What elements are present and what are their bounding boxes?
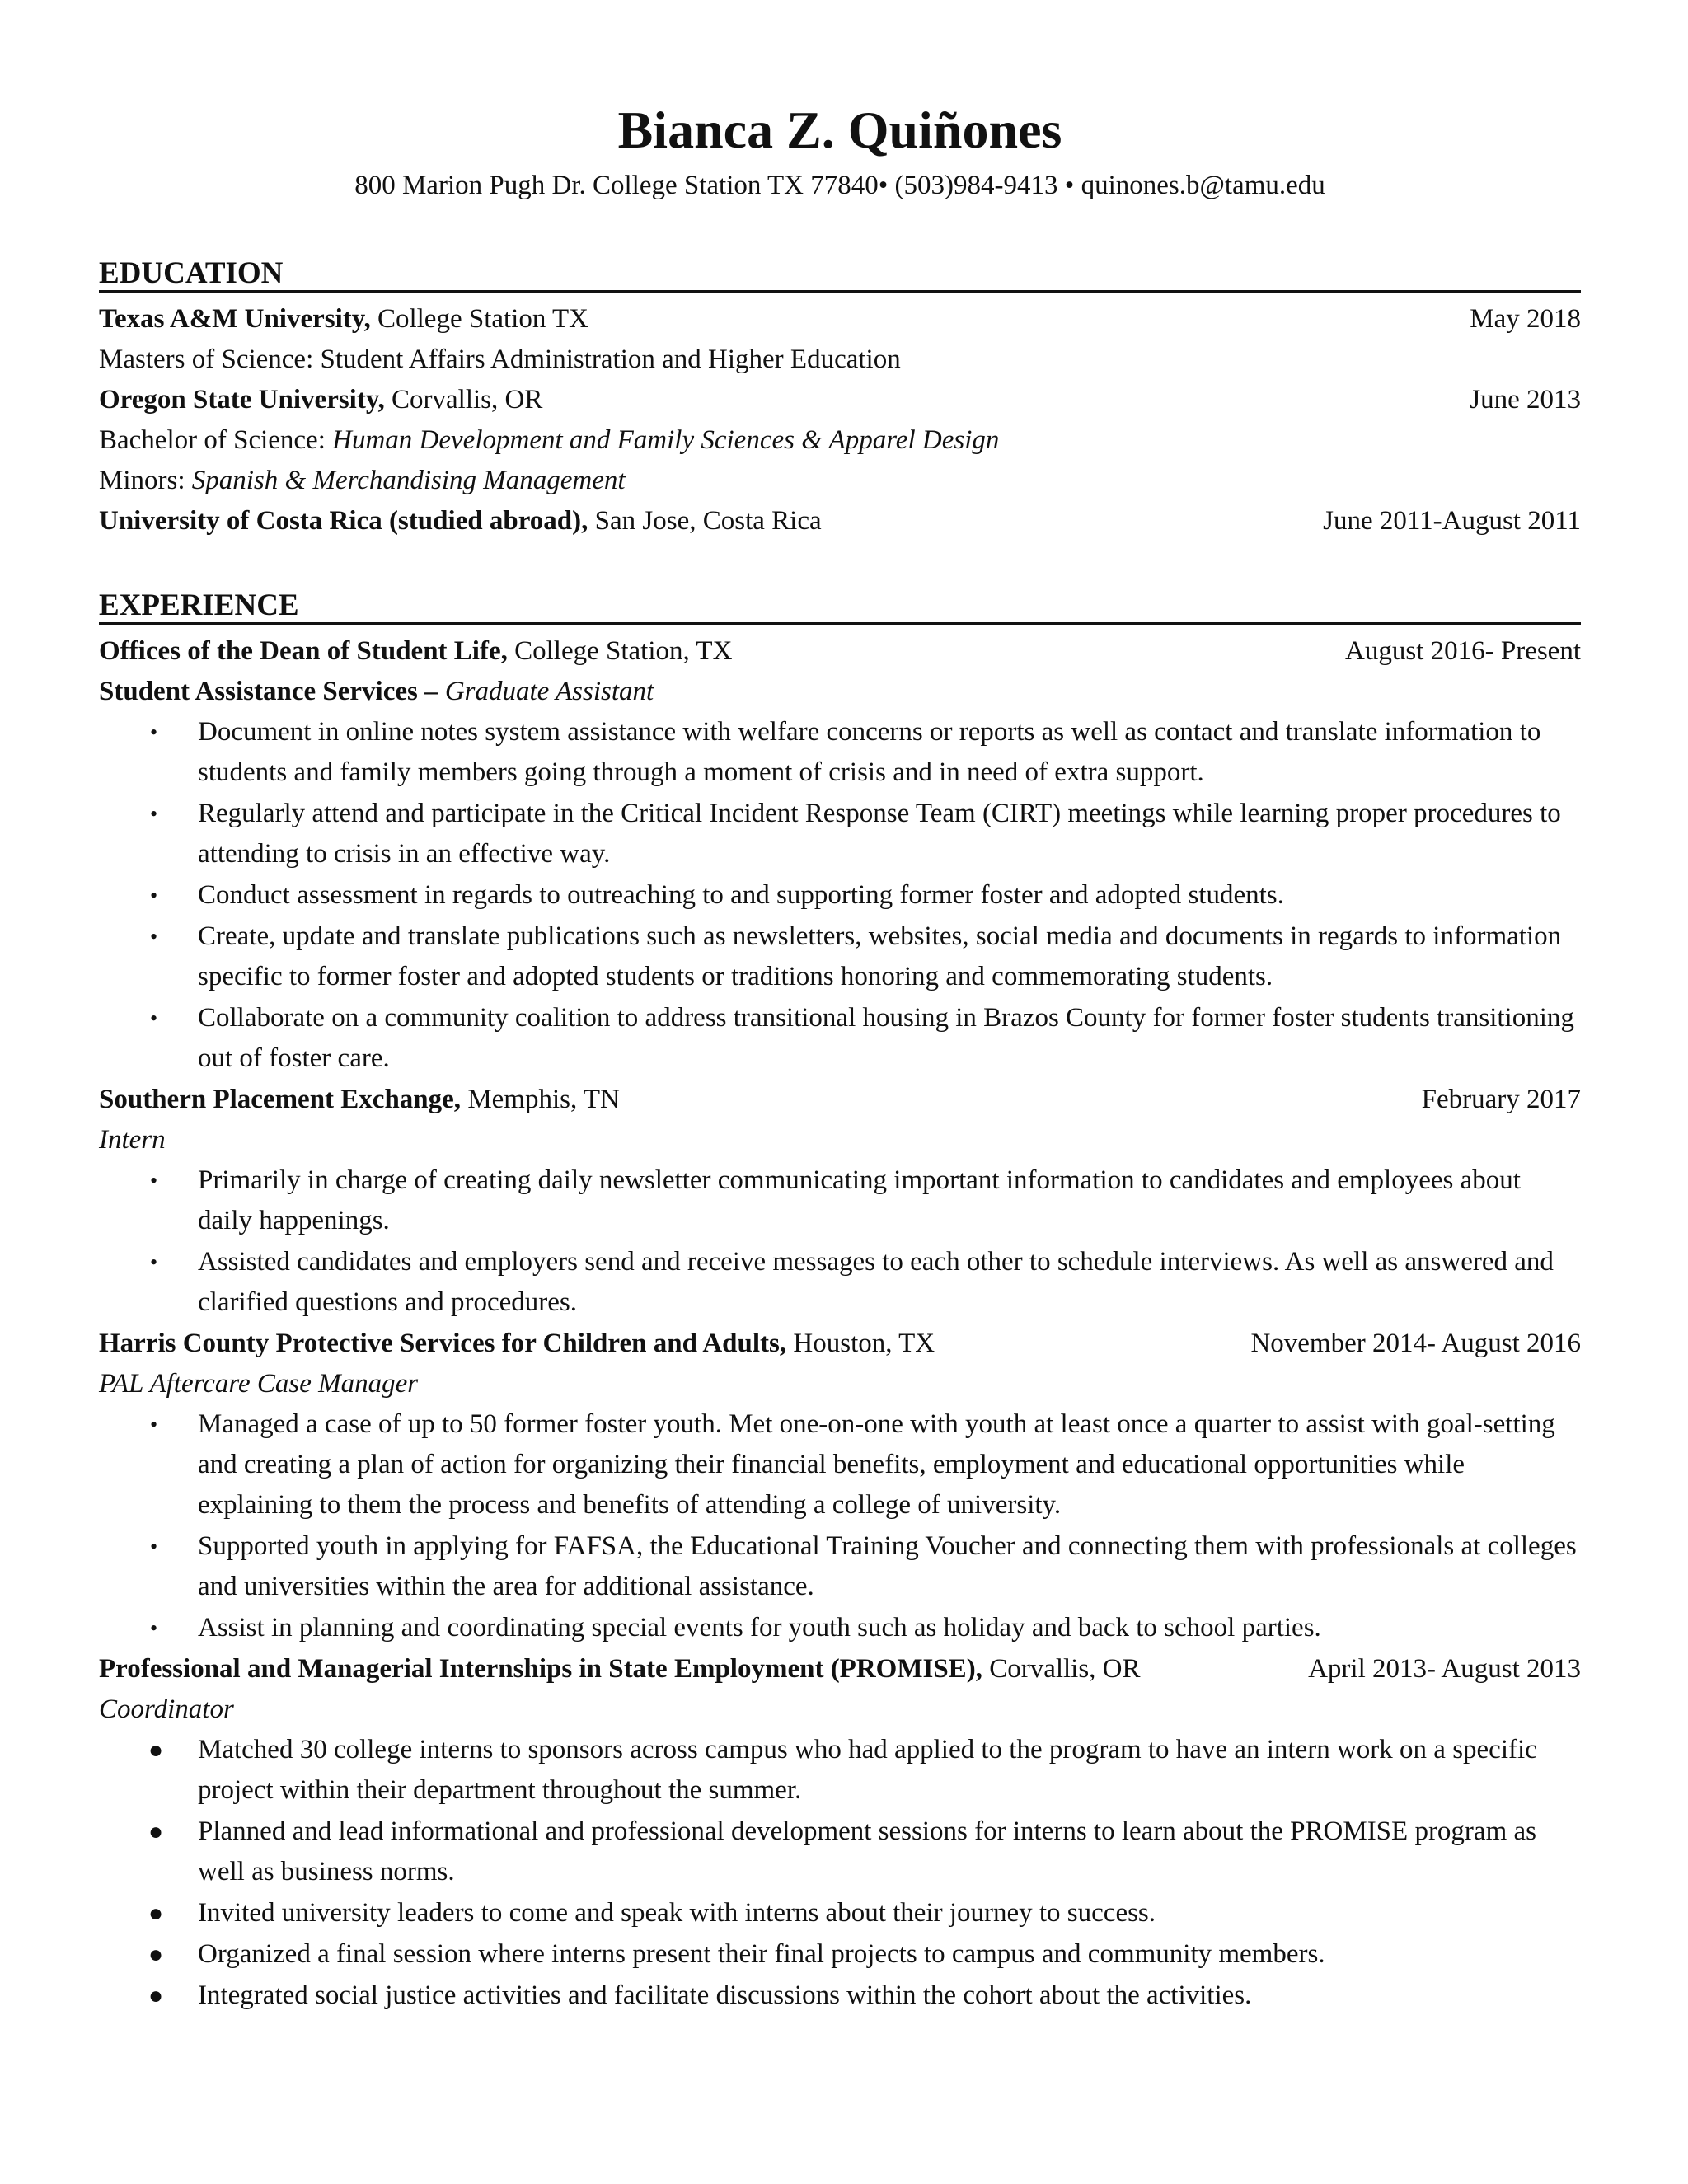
job-bullets [99, 1404, 1581, 1648]
bullet-item: • Supported youth in applying for FAFSA, the Educational Training Voucher and connecting them with professionals at colleges and universities within the area for additional assistance. [99, 1526, 1581, 1607]
minors: Spanish & Merchandising Management [191, 466, 626, 495]
bullet-item: ● Integrated social justice activities and facilitate discussions within the cohort about the activities. [99, 1975, 1581, 2016]
job-location: Houston, TX [786, 1329, 935, 1358]
job-header [99, 1324, 1581, 1364]
degree: Masters of Science: Student Affairs Administration and Higher Education [99, 344, 901, 374]
bullet-icon: • [150, 1006, 158, 1030]
job-location: Memphis, TN [461, 1085, 620, 1114]
bullet-icon: ● [148, 1736, 164, 1764]
bullet-item: • Create, update and translate publications such as newsletters, websites, social media and documents in regards to information specific to former foster and adopted students or traditions honoring and commemorating students. [99, 916, 1581, 997]
education-heading: EDUCATION [99, 257, 1581, 293]
experience-heading: EXPERIENCE [99, 589, 1581, 625]
bullet-item: ● Planned and lead informational and professional development sessions for interns to learn about the PROMISE program as well as business norms. [99, 1811, 1581, 1892]
job-date: April 2013- August 2013 [1308, 1654, 1581, 1684]
education-date: May 2018 [1470, 304, 1581, 334]
bullet-icon: • [150, 720, 158, 744]
job-org: Professional and Managerial Internships in State Employment (PROMISE), [99, 1654, 982, 1684]
education-entry-tamu [99, 299, 1581, 340]
job-location: College Station, TX [507, 636, 733, 666]
job-date: November 2014- August 2016 [1250, 1329, 1581, 1358]
bullet-icon: • [150, 1413, 158, 1436]
bullet-item: • Collaborate on a community coalition to address transitional housing in Brazos County for former foster students transitioning out of foster care. [99, 998, 1581, 1079]
education-entry-osu [99, 380, 1581, 420]
bullet-item: • Assist in planning and coordinating special events for youth such as holiday and back to school parties. [99, 1608, 1581, 1648]
minors-line [99, 461, 1581, 501]
job-title: Coordinator [99, 1694, 234, 1724]
bullet-item: • Primarily in charge of creating daily newsletter communicating important information to candidates and employees about daily happenings. [99, 1160, 1581, 1241]
school-location: Corvallis, OR [384, 385, 543, 415]
bullet-item: ● Matched 30 college interns to sponsors across campus who had applied to the program to have an intern work on a specific project within their department throughout the summer. [99, 1730, 1581, 1811]
job-title-line [99, 672, 1581, 712]
job-title-line [99, 1364, 1581, 1404]
job-header [99, 631, 1581, 672]
bullet-icon: ● [148, 1941, 164, 1968]
job-org: Harris County Protective Services for Children and Adults, [99, 1329, 787, 1358]
school-location: San Jose, Costa Rica [588, 506, 822, 536]
school-name: University of Costa Rica (studied abroad), [99, 506, 588, 536]
job-dept: Student Assistance Services – [99, 677, 445, 706]
education-section [99, 257, 1581, 541]
job-title-line [99, 1690, 1581, 1730]
job-header [99, 1080, 1581, 1120]
bullet-icon: • [150, 802, 158, 826]
job-org: Offices of the Dean of Student Life, [99, 636, 508, 666]
bullet-icon: ● [148, 1818, 164, 1845]
bullet-icon: • [150, 883, 158, 907]
bullet-item: • Assisted candidates and employers send and receive messages to each other to schedule interviews. As well as answered and clarified questions and procedures. [99, 1242, 1581, 1323]
bullet-item: ● Invited university leaders to come and speak with interns about their journey to success. [99, 1893, 1581, 1933]
degree-prefix: Bachelor of Science: [99, 425, 333, 455]
bullet-icon: • [150, 1250, 158, 1274]
bullet-icon: • [150, 1616, 158, 1640]
bullet-item: ● Organized a final session where interns present their final projects to campus and community members. [99, 1934, 1581, 1975]
job-title-line [99, 1120, 1581, 1160]
job-title: Intern [99, 1125, 166, 1155]
job-header [99, 1649, 1581, 1690]
bullet-icon: ● [148, 1900, 164, 1927]
school-location: College Station TX [370, 304, 588, 334]
bullet-item: • Managed a case of up to 50 former foster youth. Met one-on-one with youth at least once a quarter to assist with goal-setting and creating a plan of action for organizing their financial benefits, employment and educational opportunities while explaining to them the process and benefits of attending a college of university. [99, 1404, 1581, 1526]
education-entry-ucr [99, 501, 1581, 541]
job-bullets [99, 1160, 1581, 1323]
job-date: February 2017 [1421, 1085, 1581, 1114]
bullet-item: • Regularly attend and participate in the Critical Incident Response Team (CIRT) meetings while learning proper procedures to attending to crisis in an effective way. [99, 794, 1581, 874]
bullet-icon: ● [148, 1982, 164, 2009]
job-title: Graduate Assistant [444, 677, 654, 706]
job-title: PAL Aftercare Case Manager [99, 1369, 419, 1399]
education-date: June 2011-August 2011 [1323, 506, 1581, 536]
degree-line [99, 420, 1581, 461]
bullet-item: • Document in online notes system assistance with welfare concerns or reports as well as contact and translate information to students and family members going through a moment of crisis and in need of extra support. [99, 712, 1581, 793]
experience-section [99, 589, 1581, 2016]
school-name: Texas A&M University, [99, 304, 371, 334]
school-name: Oregon State University, [99, 385, 385, 415]
bullet-icon: • [150, 1535, 158, 1558]
job-location: Corvallis, OR [982, 1654, 1141, 1684]
candidate-name: Bianca Z. Quiñones [617, 101, 1062, 159]
education-date: June 2013 [1470, 385, 1581, 415]
job-bullets [99, 712, 1581, 1079]
job-bullets [99, 1730, 1581, 2016]
bullet-icon: • [150, 1169, 158, 1193]
degree-line [99, 340, 1581, 380]
bullet-item: • Conduct assessment in regards to outreaching to and supporting former foster and adopted students. [99, 875, 1581, 916]
job-org: Southern Placement Exchange, [99, 1085, 462, 1114]
job-date: August 2016- Present [1345, 636, 1581, 666]
contact-info: 800 Marion Pugh Dr. College Station TX 77840• (503)984-9413 • quinones.b@tamu.edu [354, 171, 1325, 200]
minors-prefix: Minors: [99, 466, 192, 495]
degree-major: Human Development and Family Sciences & Apparel Design [332, 425, 1000, 455]
bullet-icon: • [150, 925, 158, 949]
